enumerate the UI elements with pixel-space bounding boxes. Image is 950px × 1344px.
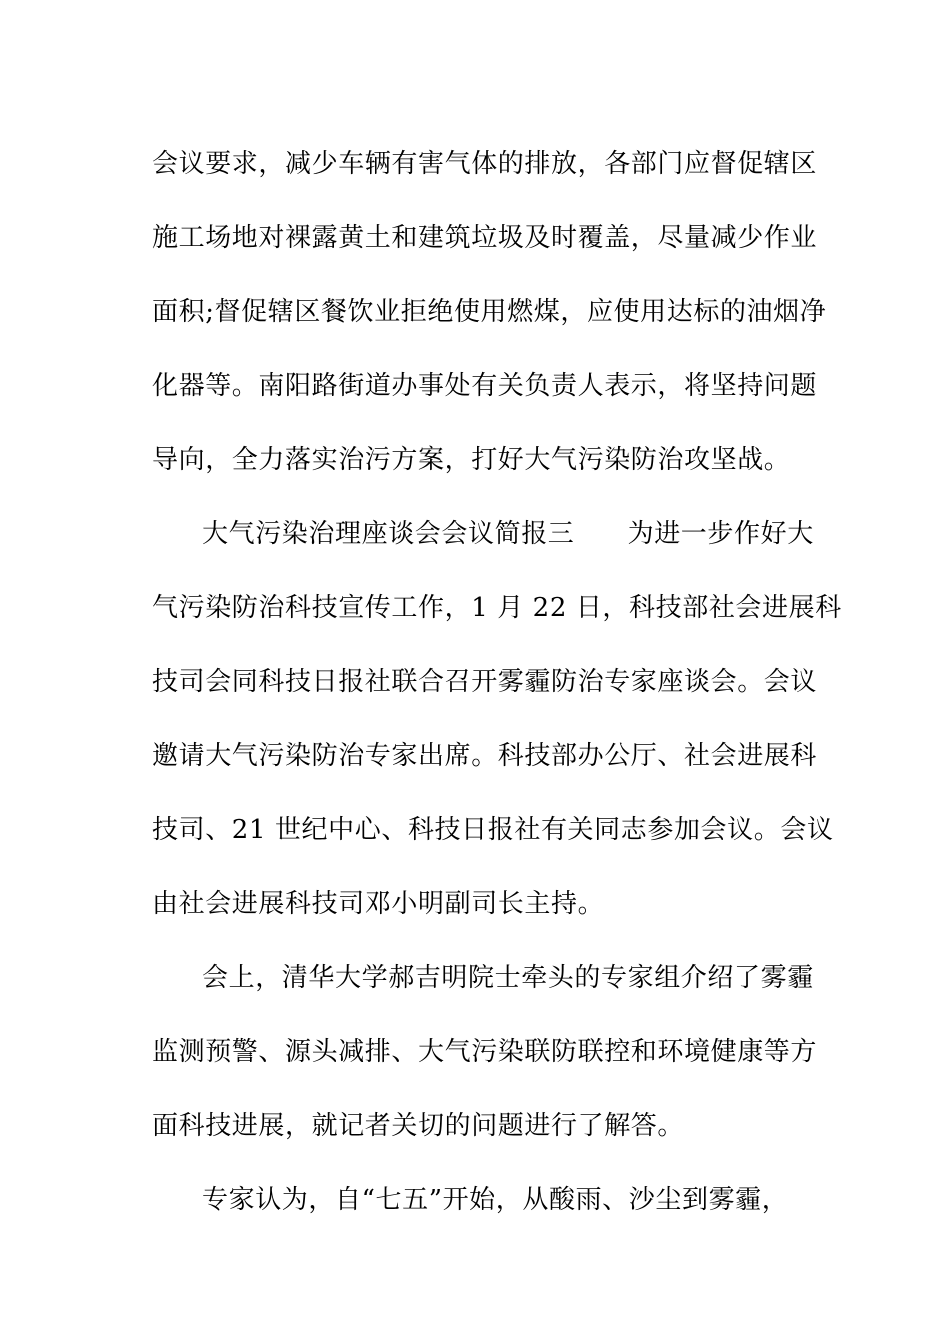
text-line: 由社会进展科技司邓小明副司长主持。 [152, 889, 605, 919]
text-line: 会议要求，减少车辆有害气体的排放，各部门应督促辖区 [152, 149, 818, 179]
paragraph-first-line: 会上，清华大学郝吉明院士牵头的专家组介绍了雾霾 [202, 963, 814, 993]
text-line: 监测预警、源头减排、大气污染联防联控和环境健康等方 [152, 1037, 818, 1067]
text-line: 面科技进展，就记者关切的问题进行了解答。 [152, 1111, 685, 1141]
paragraph-first-line: 专家认为，自“七五”开始，从酸雨、沙尘到雾霾， [202, 1185, 789, 1215]
text-line: 技司会同科技日报社联合召开雾霾防治专家座谈会。会议 [152, 667, 818, 697]
text-line: 气污染防治科技宣传工作，1 月 22 日，科技部社会进展科 [152, 593, 842, 623]
paragraph-first-line: 大气污染治理座谈会会议简报三 为进一步作好大 [202, 519, 814, 549]
text-line: 导向，全力落实治污方案，打好大气污染防治攻坚战。 [152, 445, 791, 475]
text-line: 施工场地对裸露黄土和建筑垃圾及时覆盖，尽量减少作业 [152, 223, 818, 253]
text-line: 化器等。南阳路街道办事处有关负责人表示，将坚持问题 [152, 371, 818, 401]
text-line: 面积;督促辖区餐饮业拒绝使用燃煤，应使用达标的油烟净 [152, 297, 827, 327]
text-line: 技司、21 世纪中心、科技日报社有关同志参加会议。会议 [152, 815, 834, 845]
text-line: 邀请大气污染防治专家出席。科技部办公厅、社会进展科 [152, 741, 818, 771]
document-body [152, 127, 842, 1237]
